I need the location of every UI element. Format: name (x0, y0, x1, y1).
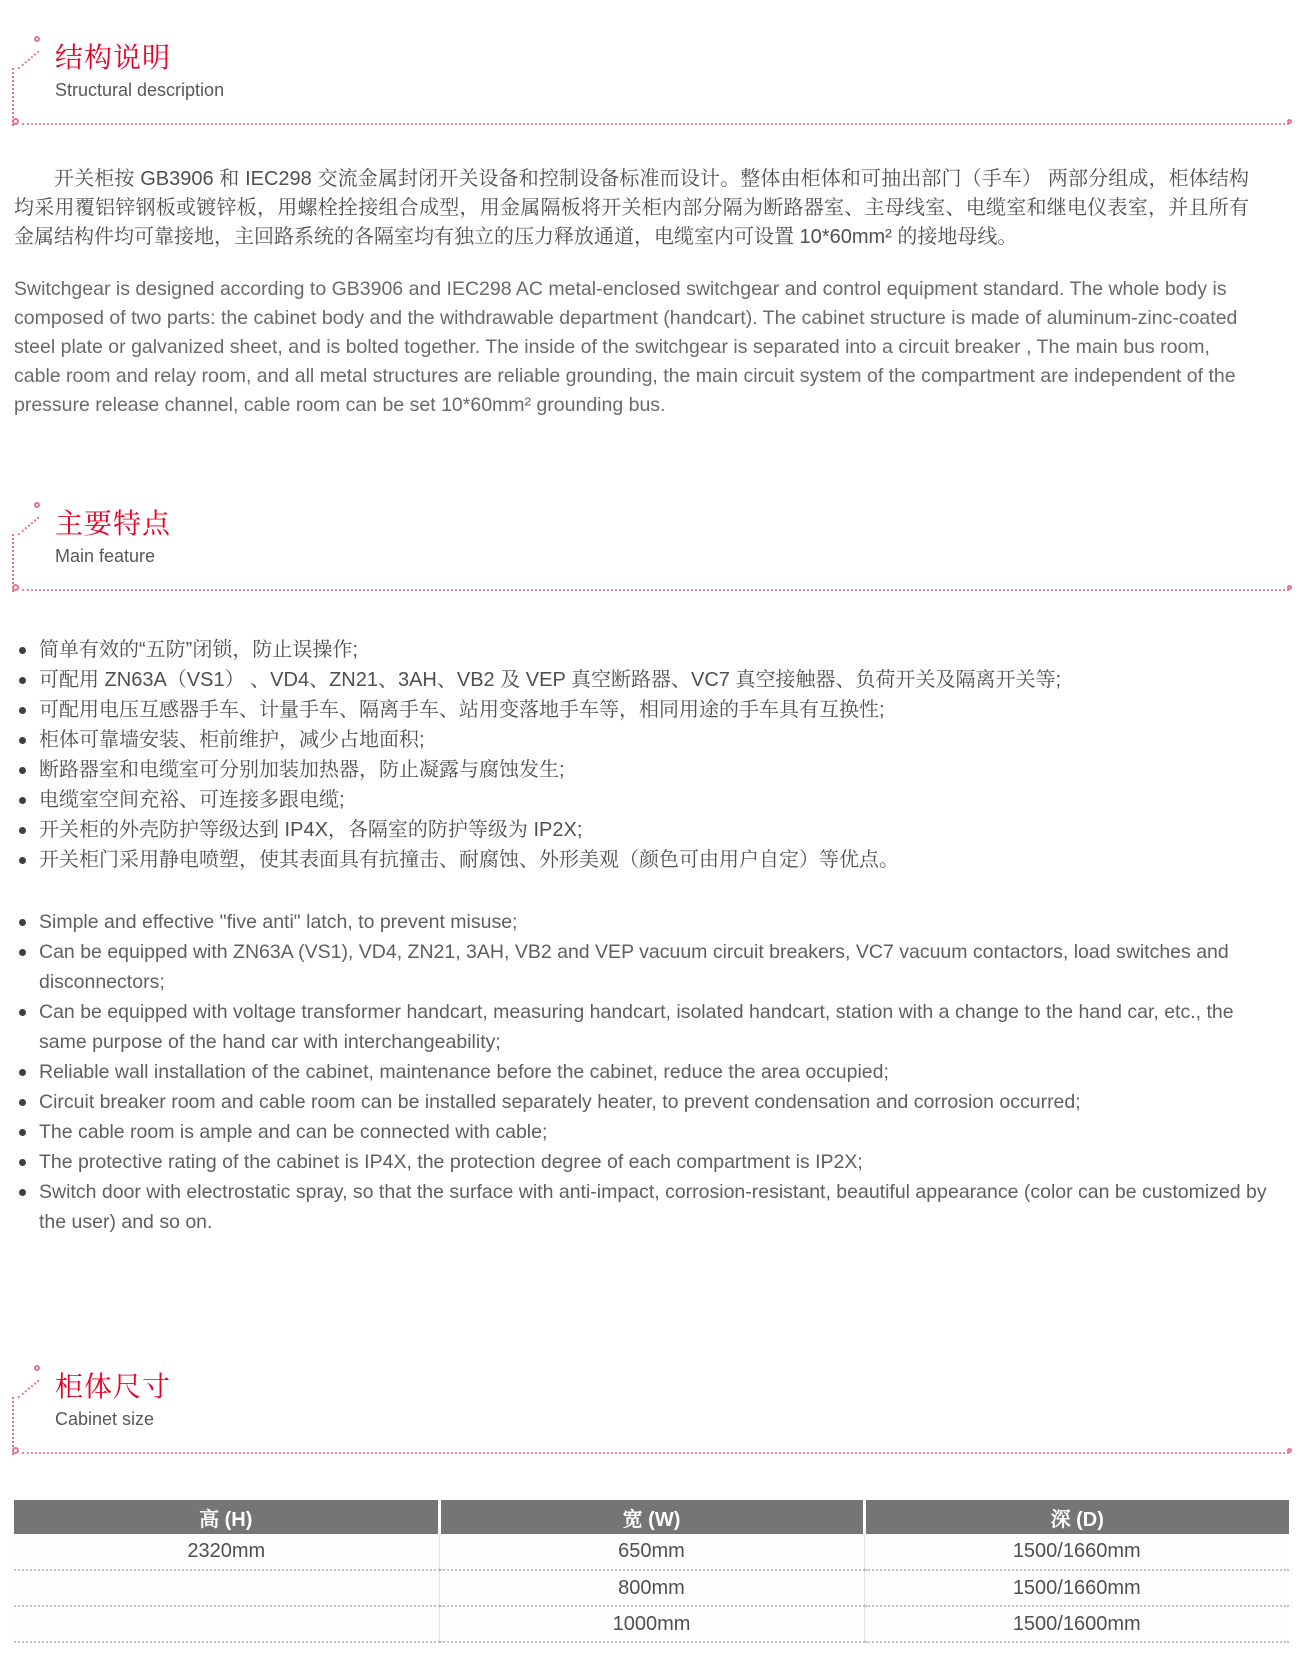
section-titles (14, 502, 1289, 567)
feature-item-text: Simple and effective "five anti" latch, to prevent misuse; (39, 911, 518, 933)
feature-item-text: The protective rating of the cabinet is IP4X, the protection degree of each compartment is IP2X; (39, 1151, 863, 1173)
section-main-feature (14, 492, 1289, 1237)
section-dotted-rule (22, 589, 1289, 591)
feature-item-text: Can be equipped with voltage transformer handcart, measuring handcart, isolated handcart, station with a change to the hand car, etc., the same purpose of the hand car with interchangeability; (39, 1001, 1234, 1053)
bullet-icon (19, 1189, 26, 1196)
section-title-en: Cabinet size (55, 1409, 155, 1429)
bullet-icon (19, 1009, 26, 1016)
table-cell-depth: 1500/1660mm (864, 1534, 1289, 1570)
deco-dot-top-icon (34, 502, 40, 508)
feature-item-text: Reliable wall installation of the cabinet, maintenance before the cabinet, reduce the area occupied; (39, 1061, 889, 1083)
section-structural (14, 26, 1289, 420)
deco-dot-top-icon (34, 1365, 40, 1371)
table-header-width: 宽 (W) (439, 1500, 864, 1534)
table-cell-width: 800mm (439, 1570, 864, 1606)
section-dotted-rule (22, 1452, 1289, 1454)
bullet-icon (19, 1099, 26, 1106)
section-header-cabinet-size (14, 1355, 1289, 1454)
feature-item-text: 可配用 ZN63A（VS1） 、VD4、ZN21、3AH、VB2 及 VEP 真空断路器、VC7 真空接触器、负荷开关及隔离开关等; (39, 669, 1062, 691)
bullet-icon (19, 647, 26, 654)
feature-item (14, 845, 1289, 875)
table-header-row (14, 1500, 1289, 1534)
table-row (14, 1534, 1289, 1570)
cabinet-size-table (14, 1500, 1289, 1643)
feature-item-text: Can be equipped with ZN63A (VS1), VD4, ZN21, 3AH, VB2 and VEP vacuum circuit breakers, VC7 vacuum contactors, load switches and disconnectors; (39, 941, 1229, 993)
table-header-depth: 深 (D) (864, 1500, 1289, 1534)
rule-dot-left-icon (12, 1447, 19, 1454)
feature-item-text: 开关柜的外壳防护等级达到 IP4X，各隔室的防护等级为 IP2X; (39, 819, 583, 841)
section-titles (14, 1365, 1289, 1430)
bullet-icon (19, 1129, 26, 1136)
bullet-icon (19, 737, 26, 744)
section-titles (14, 36, 1289, 101)
feature-item (14, 1087, 1279, 1117)
feature-item (14, 725, 1289, 755)
feature-item (14, 937, 1279, 997)
feature-item-text: Switch door with electrostatic spray, so that the surface with anti-impact, corrosion-resistant, beautiful appearance (color can be customized by the user) and so on. (39, 1181, 1267, 1233)
feature-item-text: 电缆室空间充裕、可连接多跟电缆; (39, 789, 345, 811)
feature-item (14, 997, 1279, 1057)
rule-dot-left-icon (12, 118, 19, 125)
bullet-icon (19, 707, 26, 714)
section-dotted-rule (22, 123, 1289, 125)
bullet-icon (19, 949, 26, 956)
feature-item (14, 1057, 1279, 1087)
rule-dot-right-icon (1287, 585, 1292, 590)
section-header-structural (14, 26, 1289, 125)
bullet-icon (19, 1069, 26, 1076)
feature-item-text: 简单有效的“五防”闭锁，防止误操作; (39, 639, 358, 661)
bullet-icon (19, 1159, 26, 1166)
feature-item (14, 907, 1279, 937)
table-row (14, 1606, 1289, 1642)
feature-item (14, 785, 1289, 815)
rule-dot-right-icon (1287, 1448, 1292, 1453)
feature-list-cn (14, 635, 1289, 875)
bullet-icon (19, 857, 26, 864)
table-cell-depth: 1500/1600mm (864, 1606, 1289, 1642)
table-cell-height (14, 1570, 439, 1606)
bullet-icon (19, 797, 26, 804)
table-cell-height: 2320mm (14, 1534, 439, 1570)
table-cell-width: 1000mm (439, 1606, 864, 1642)
feature-item (14, 755, 1289, 785)
bullet-icon (19, 827, 26, 834)
bullet-icon (19, 919, 26, 926)
feature-item-text: 开关柜门采用静电喷塑，使其表面具有抗撞击、耐腐蚀、外形美观（颜色可由用户自定）等优点。 (39, 849, 899, 871)
feature-item-text: 可配用电压互感器手车、计量手车、隔离手车、站用变落地手车等，相同用途的手车具有互换性; (39, 699, 885, 721)
section-title-cn: 结构说明 (55, 42, 172, 73)
catalog-page (0, 26, 1303, 1666)
deco-dot-top-icon (34, 36, 40, 42)
table-cell-width: 650mm (439, 1534, 864, 1570)
feature-item-text: 柜体可靠墙安装、柜前维护，减少占地面积; (39, 729, 425, 751)
rule-dot-left-icon (12, 584, 19, 591)
section-title-cn: 主要特点 (55, 508, 172, 539)
structural-paragraph-cn: 开关柜按 GB3906 和 IEC298 交流金属封闭开关设备和控制设备标准而设计。整体由柜体和可抽出部门（手车） 两部分组成，柜体结构均采用覆铝锌钢板或镀锌板，用螺栓拴接组合成型，用金属隔板将开关柜内部分隔为断路器室、主母线室、电缆室和继电仪表室，并且所有金属结构件均可靠接地，主回路系统的各隔室均有独立的压力释放通道，电缆室内可设置 10*60mm² 的接地母线。 (14, 168, 1249, 248)
feature-item (14, 1117, 1279, 1147)
feature-list-en (14, 907, 1289, 1237)
table-header-height: 高 (H) (14, 1500, 439, 1534)
table-cell-depth: 1500/1660mm (864, 1570, 1289, 1606)
section-title-en: Structural description (55, 80, 225, 100)
rule-dot-right-icon (1287, 119, 1292, 124)
feature-item-text: 断路器室和电缆室可分别加装加热器，防止凝露与腐蚀发生; (39, 759, 565, 781)
feature-item (14, 1147, 1279, 1177)
feature-item (14, 635, 1289, 665)
feature-item (14, 695, 1289, 725)
section-cabinet-size (14, 1355, 1289, 1643)
table-row (14, 1570, 1289, 1606)
bullet-icon (19, 677, 26, 684)
section-header-main-feature (14, 492, 1289, 591)
feature-item (14, 815, 1289, 845)
section-title-cn: 柜体尺寸 (55, 1371, 172, 1402)
feature-item-text: Circuit breaker room and cable room can be installed separately heater, to prevent condensation and corrosion occurred; (39, 1091, 1081, 1113)
table-cell-height (14, 1606, 439, 1642)
bullet-icon (19, 767, 26, 774)
section-title-en: Main feature (55, 546, 156, 566)
feature-item (14, 1177, 1279, 1237)
structural-paragraph-en: Switchgear is designed according to GB3906 and IEC298 AC metal-enclosed switchgear and control equipment standard. The whole body is composed of two parts: the cabinet body and the withdrawable department (handcart). The cabinet structure is made of aluminum-zinc-coated steel plate or galvanized sheet, and is bolted together. The inside of the switchgear is separated into a circuit breaker , The main bus room, cable room and relay room, and all metal structures are reliable grounding, the main circuit system of the compartment are independent of the pressure release channel, cable room can be set 10*60mm² grounding bus. (14, 278, 1238, 416)
feature-item-text: The cable room is ample and can be connected with cable; (39, 1121, 548, 1143)
feature-item (14, 665, 1289, 695)
